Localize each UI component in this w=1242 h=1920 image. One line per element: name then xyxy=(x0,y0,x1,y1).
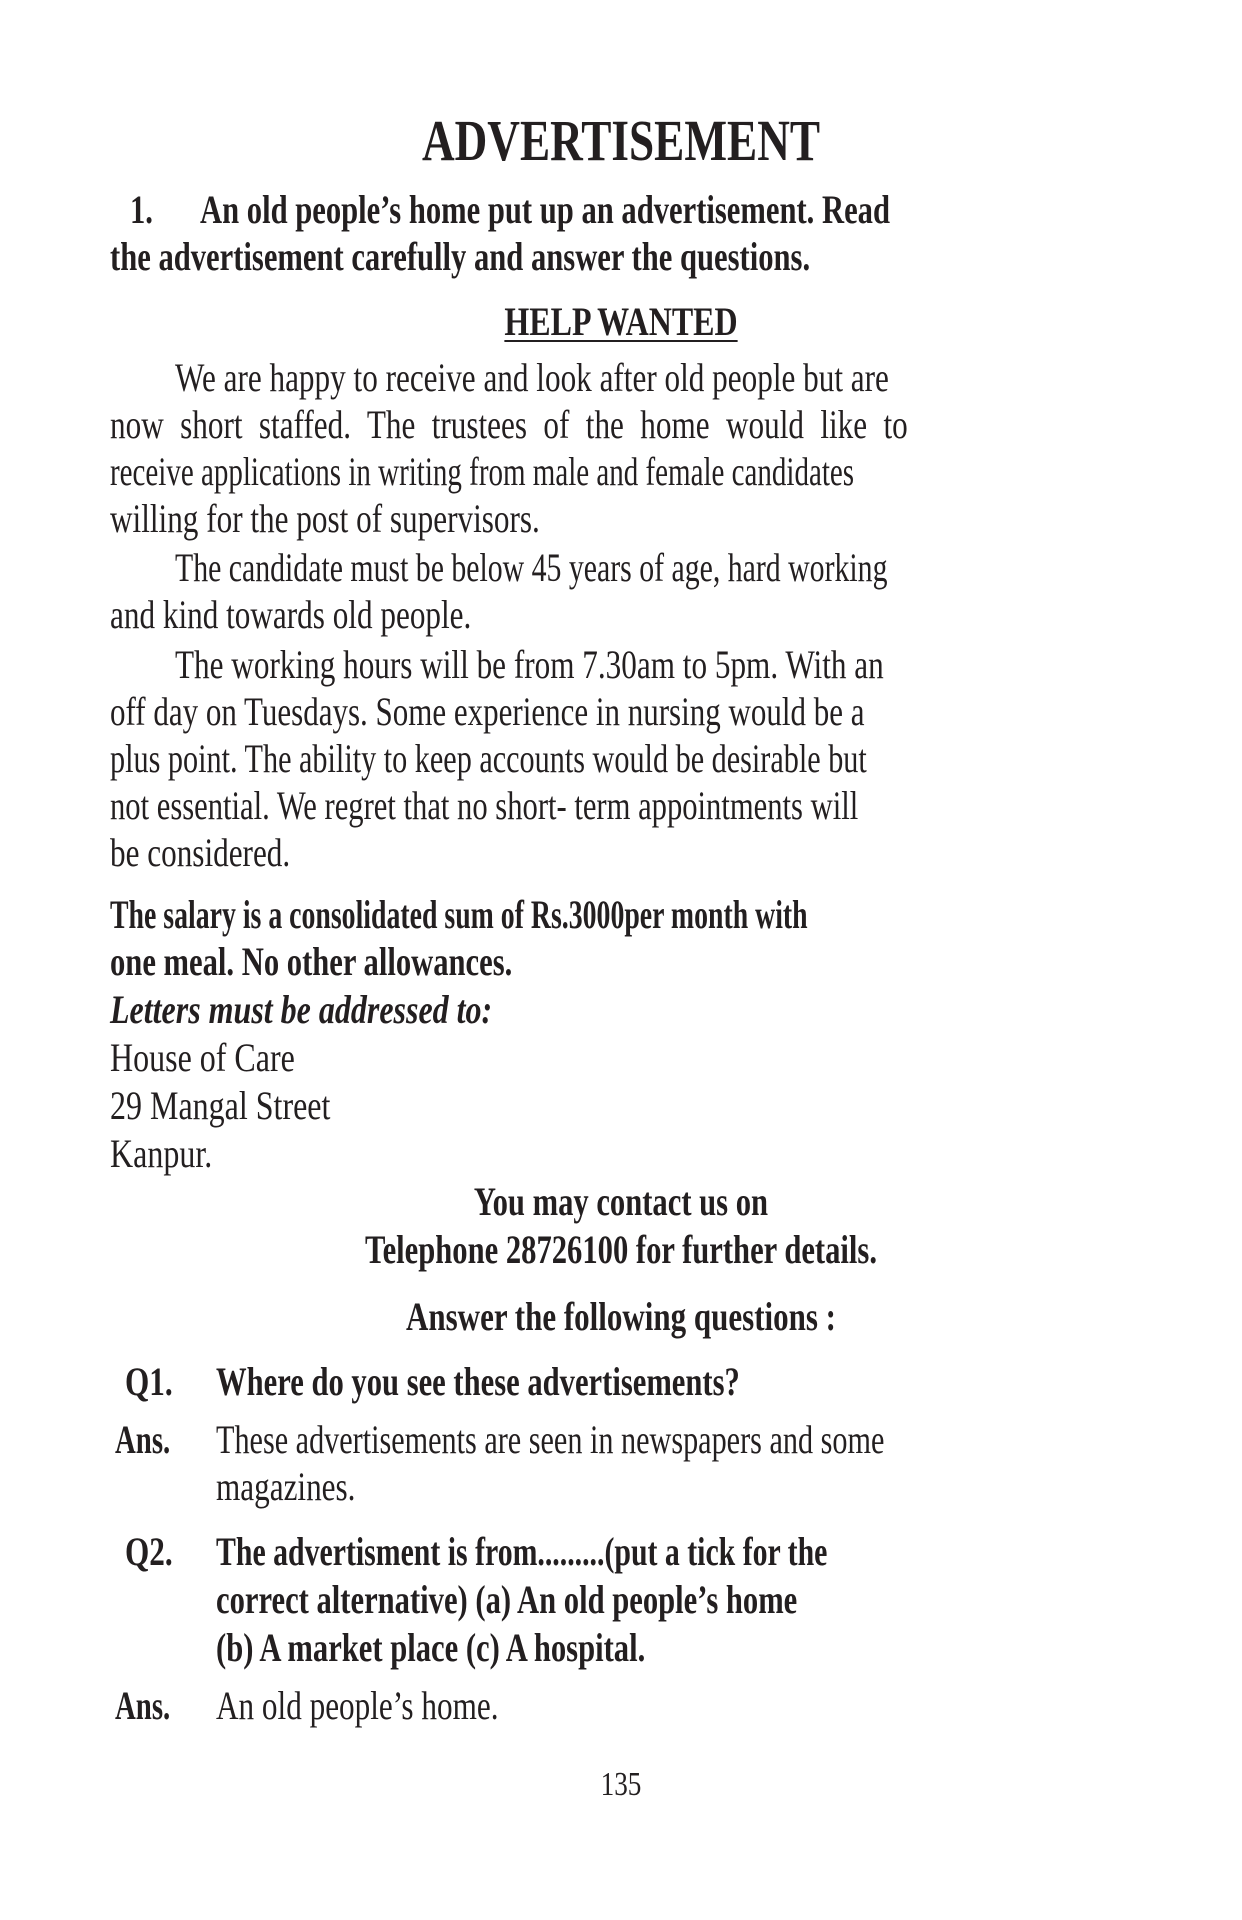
address-label: Letters must be addressed to: xyxy=(110,987,493,1032)
question-text: Where do you see these advertisements? xyxy=(216,1359,740,1404)
paragraph-line: receive applications in writing from male and female candidates xyxy=(110,449,855,494)
paragraph-line: plus point. The ability to keep accounts would be desirable but xyxy=(110,736,867,781)
question-text: The advertisment is from.........(put a tick for the xyxy=(216,1529,828,1574)
address-line: Kanpur. xyxy=(110,1131,213,1176)
answer-label: Ans. xyxy=(115,1683,171,1728)
salary-line: The salary is a consolidated sum of Rs.3000per month with xyxy=(110,892,808,937)
paragraph-line: We are happy to receive and look after old people but are xyxy=(175,355,889,400)
contact-line: You may contact us on xyxy=(473,1179,769,1224)
paragraph-line: The candidate must be below 45 years of age, hard working xyxy=(175,545,888,590)
advertisement-heading xyxy=(124,299,1118,344)
salary-line: one meal. No other allowances. xyxy=(110,939,513,984)
paragraph-line: willing for the post of supervisors. xyxy=(110,496,540,541)
contact-line: Telephone 28726100 for further details. xyxy=(364,1227,877,1272)
question-intro-line: An old people’s home put up an advertisement. Read xyxy=(200,187,890,232)
questions-heading: Answer the following questions : xyxy=(405,1294,837,1339)
question-number: 1. xyxy=(130,187,153,232)
page-number: 135 xyxy=(600,1766,642,1803)
answer-text: magazines. xyxy=(216,1464,356,1509)
answer-label: Ans. xyxy=(115,1417,171,1462)
address-line: House of Care xyxy=(110,1035,295,1080)
paragraph-line xyxy=(110,402,908,447)
page-title: ADVERTISEMENT xyxy=(421,108,821,173)
paragraph-line: off day on Tuesdays. Some experience in nursing would be a xyxy=(110,689,865,734)
paragraph-line: The working hours will be from 7.30am to 5pm. With an xyxy=(175,642,884,687)
question-label: Q2. xyxy=(125,1529,173,1574)
question-intro-line: the advertisement carefully and answer the questions. xyxy=(110,234,811,279)
advertisement-heading-text: HELP WANTED xyxy=(504,299,738,344)
answer-text: An old people’s home. xyxy=(216,1683,499,1728)
paragraph-line-text: now short staffed. The trustees of the home would like to xyxy=(110,402,908,447)
paragraph-line: not essential. We regret that no short- term appointments will xyxy=(110,783,859,828)
question-label: Q1. xyxy=(125,1359,173,1404)
question-text: correct alternative) (a) An old people’s home xyxy=(216,1577,798,1622)
question-text: (b) A market place (c) A hospital. xyxy=(216,1625,646,1670)
answer-text: These advertisements are seen in newspapers and some xyxy=(216,1417,885,1462)
paragraph-line: and kind towards old people. xyxy=(110,592,472,637)
paragraph-line: be considered. xyxy=(110,830,291,875)
address-line: 29 Mangal Street xyxy=(110,1083,331,1128)
